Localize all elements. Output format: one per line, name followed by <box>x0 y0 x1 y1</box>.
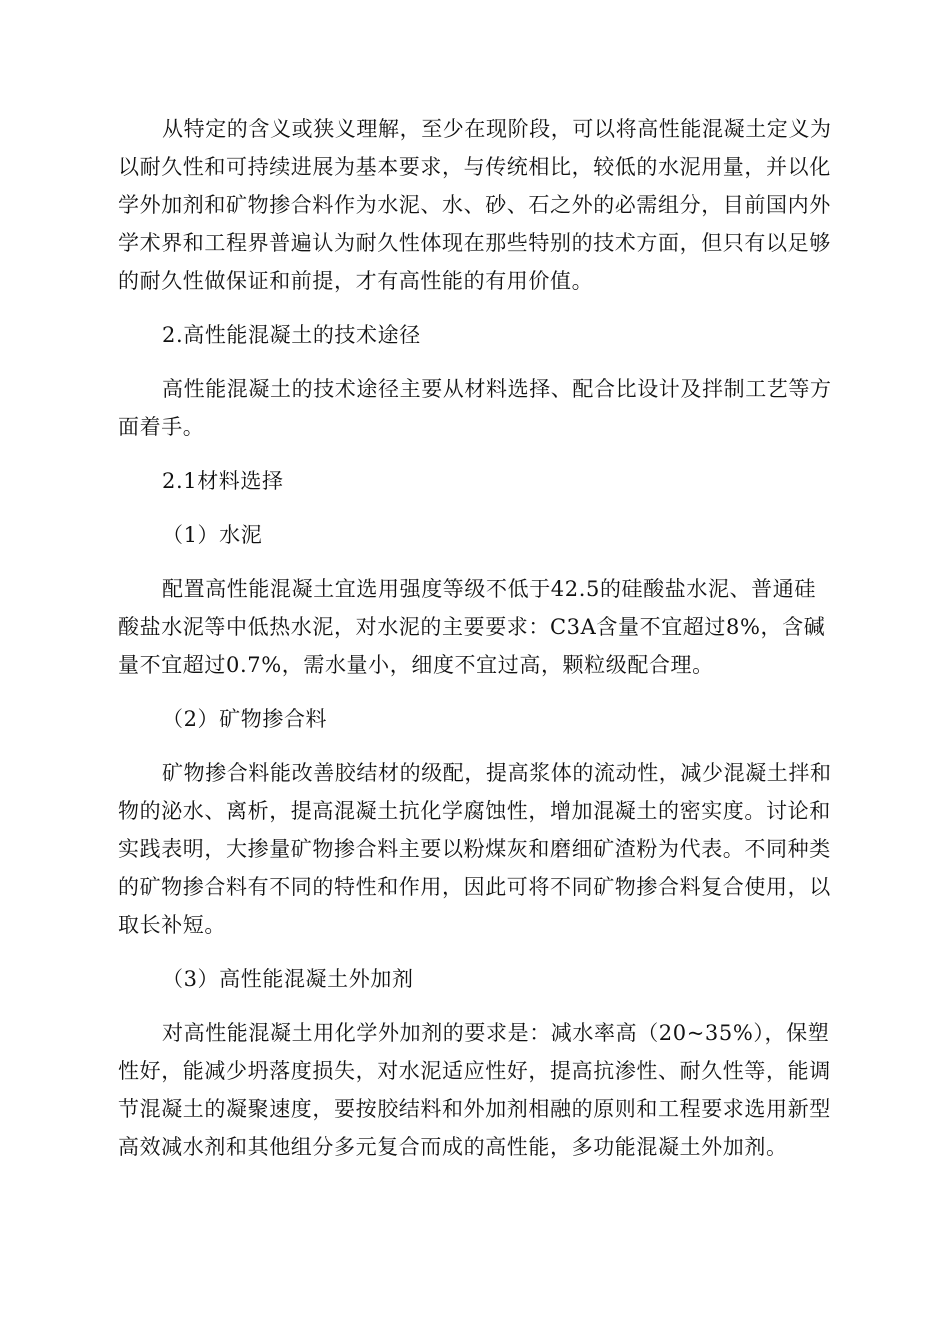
item-heading-chemical-admixture: （3）高性能混凝土外加剂 <box>162 967 414 991</box>
paragraph-mineral-admixture: 矿物掺合料能改善胶结材的级配，提高浆体的流动性，减少混凝土拌和物的泌水、离析，提高混凝土抗化学腐蚀性，增加混凝土的密实度。讨论和实践表明，大掺量矿物掺合料主要以粉煤灰和磨细矿渣粉为代表。不同种类的矿物掺合料有不同的特性和作用，因此可将不同矿物掺合料复合使用，以取长补短。 <box>118 761 832 937</box>
paragraph-definition: 从特定的含义或狭义理解，至少在现阶段，可以将高性能混凝土定义为以耐久性和可持续进展为基本要求，与传统相比，较低的水泥用量，并以化学外加剂和矿物掺合料作为水泥、水、砂、石之外的必需组分，目前国内外学术界和工程界普遍认为耐久性体现在那些特别的技术方面，但只有以足够的耐久性做保证和前提，才有高性能的有用价值。 <box>118 117 832 293</box>
section-heading-technical-approach: 2.高性能混凝土的技术途径 <box>162 323 421 347</box>
paragraph-cement: 配置高性能混凝土宜选用强度等级不低于42.5的硅酸盐水泥、普通硅酸盐水泥等中低热水泥，对水泥的主要要求：C3A含量不宜超过8%，含碱量不宜超过0.7%，需水量小，细度不宜过高，颗粒级配合理。 <box>118 577 826 677</box>
subsection-heading-material-selection: 2.1材料选择 <box>162 469 284 493</box>
item-heading-cement: （1）水泥 <box>162 523 263 547</box>
item-heading-mineral-admixture: （2）矿物掺合料 <box>162 707 328 731</box>
paragraph-chemical-admixture: 对高性能混凝土用化学外加剂的要求是：减水率高（20~35%），保塑性好，能减少坍落度损失，对水泥适应性好，提高抗渗性、耐久性等，能调节混凝土的凝聚速度，要按胶结料和外加剂相融的原则和工程要求选用新型高效减水剂和其他组分多元复合而成的高性能，多功能混凝土外加剂。 <box>118 1021 831 1159</box>
paragraph-technical-approach: 高性能混凝土的技术途径主要从材料选择、配合比设计及拌制工艺等方面着手。 <box>118 377 832 439</box>
